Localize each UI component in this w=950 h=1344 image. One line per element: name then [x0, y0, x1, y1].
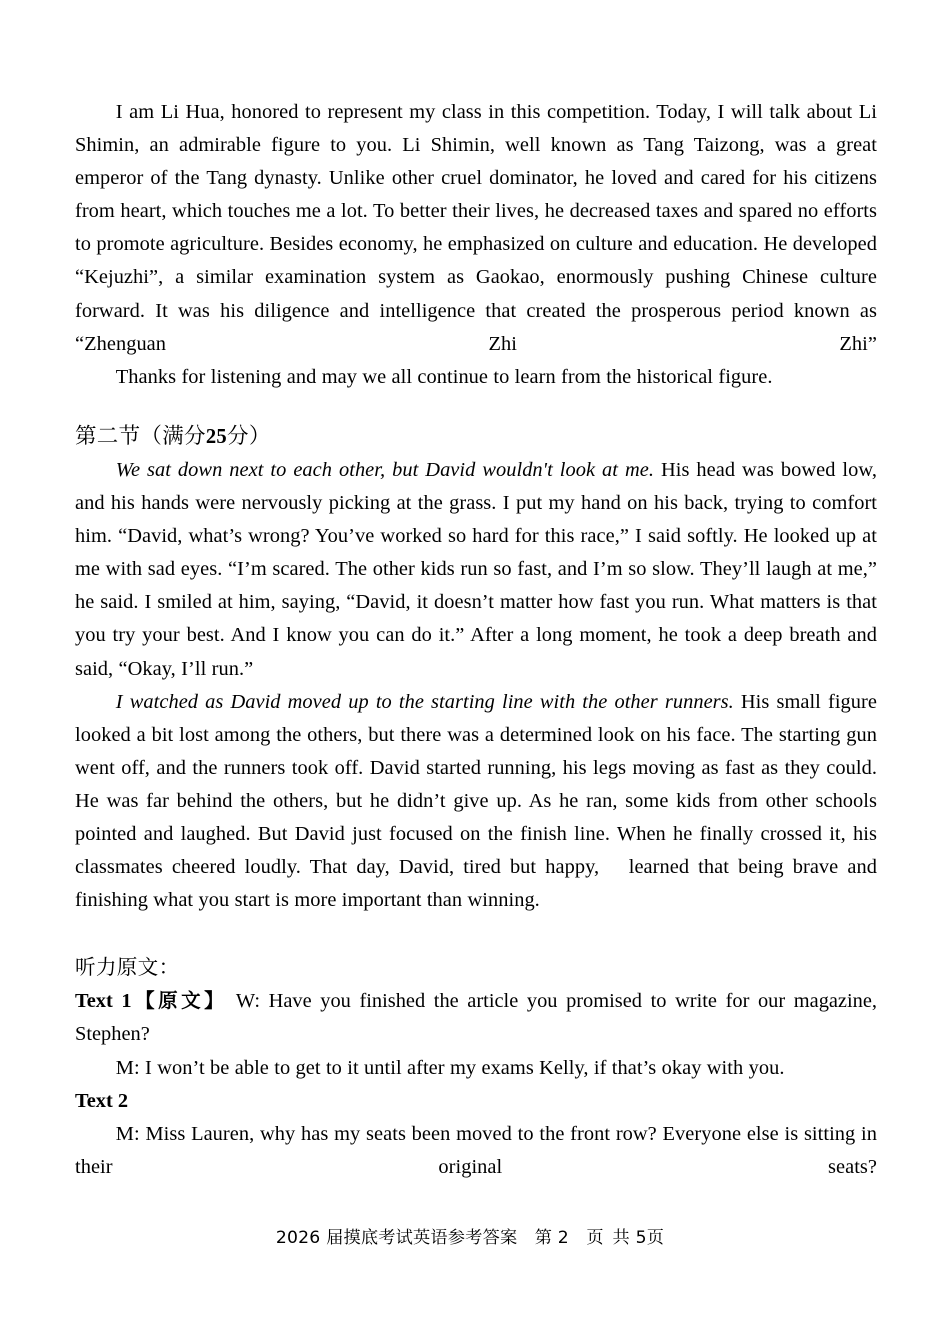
listening-text-2-heading — [75, 1085, 877, 1118]
footer-page-number: 2 — [557, 1228, 569, 1248]
listening-text-2-label: Text 2 — [75, 1089, 129, 1112]
listening-text-1-bracket: 【原文】 — [131, 989, 228, 1013]
spacer-before-listening — [75, 917, 877, 951]
section-heading-score: 25 — [205, 425, 228, 448]
footer-total-unit: 页 — [646, 1228, 665, 1248]
story-paragraph-one-body: His head was bowed low, and his hands were nervously picking at the grass. I put my hand on his back, trying to comfort him. “David, what’s wrong? You’ve worked so hard for this race,” I said softly. He looked up at me with sad eyes. “I’m scared. The other kids run so fast, and I’m so slow. They’ll laugh at me,” he said. I smiled at him, saying, “David, it doesn’t matter how fast you run. What matters is that you try your best. And I know you can do it.” After a long moment, he took a deep breath and said, “Okay, I’ll run.” — [75, 458, 877, 680]
speech-body-paragraph: I am Li Hua, honored to represent my class in this competition. Today, I will talk about Li Shimin, an admirable figure to you. Li Shimin, well known as Tang Taizong, was a great emperor of the Tang dynasty. Unlike other cruel dominator, he loved and cared for his citizens from heart, which touches me a lot. To better their lives, he decreased taxes and spared no efforts to promote agriculture. Besides economy, he emphasized on culture and education. He developed “Kejuzhi”, a similar examination system as Gaokao, enormously pushing Chinese culture forward. It was his diligence and intelligence that created the prosperous period known as “Zhenguan Zhi Zhi” — [75, 101, 877, 355]
story-paragraph-two-body: His small figure looked a bit lost among the others, but there was a determined look on his face. The starting gun went off, and the runners took off. David started running, his legs moving as fast as they could. He was far behind the others, but he didn’t give up. As he ran, some kids from other schools pointed and laughed. But David just focused on the finish line. When he finally crossed it, his classmates cheered loudly. That day, David, tired but happy, learned that being brave and finishing what you start is more important than winning. — [75, 690, 877, 912]
footer-total-prefix: 共 — [612, 1228, 630, 1248]
listening-script-heading: 听力原文： — [75, 955, 180, 980]
listening-text-1-line-1: W: Have you finished the article you promised to write for our magazine, Stephen? — [75, 990, 877, 1046]
page-content — [75, 96, 877, 1184]
section-heading-prefix: 第二节（满分 — [75, 423, 206, 449]
story-paragraph-one-lead: We sat down next to each other, but David wouldn't look at me. — [115, 458, 654, 481]
page-footer — [0, 1226, 945, 1250]
story-paragraph-two-lead: I watched as David moved up to the starting line with the other runners. — [115, 690, 734, 713]
listening-text-2-line-1: M: Miss Lauren, why has my seats been moved to the front row? Everyone else is sitting in their original seats? — [75, 1122, 877, 1178]
spacer-before-section-heading — [75, 394, 877, 420]
story-paragraph-two — [75, 686, 877, 918]
listening-text-1-heading — [75, 984, 877, 1051]
listening-text-1-line-2: M: I won’t be able to get to it until after my exams Kelly, if that’s okay with you. — [115, 1056, 785, 1079]
section-heading-suffix: 分） — [227, 423, 271, 449]
footer-page-unit: 页 — [586, 1228, 604, 1248]
footer-total-pages: 5 — [635, 1228, 647, 1248]
listening-text-1-label: Text 1 — [75, 990, 132, 1013]
speech-closing-paragraph: Thanks for listening and may we all continue to learn from the historical figure. — [115, 365, 773, 388]
footer-page-prefix: 第 — [534, 1228, 553, 1248]
story-paragraph-one — [75, 454, 877, 686]
section-two-heading — [75, 420, 877, 454]
footer-exam-title: 2026 届摸底考试英语参考答案 — [275, 1228, 518, 1248]
